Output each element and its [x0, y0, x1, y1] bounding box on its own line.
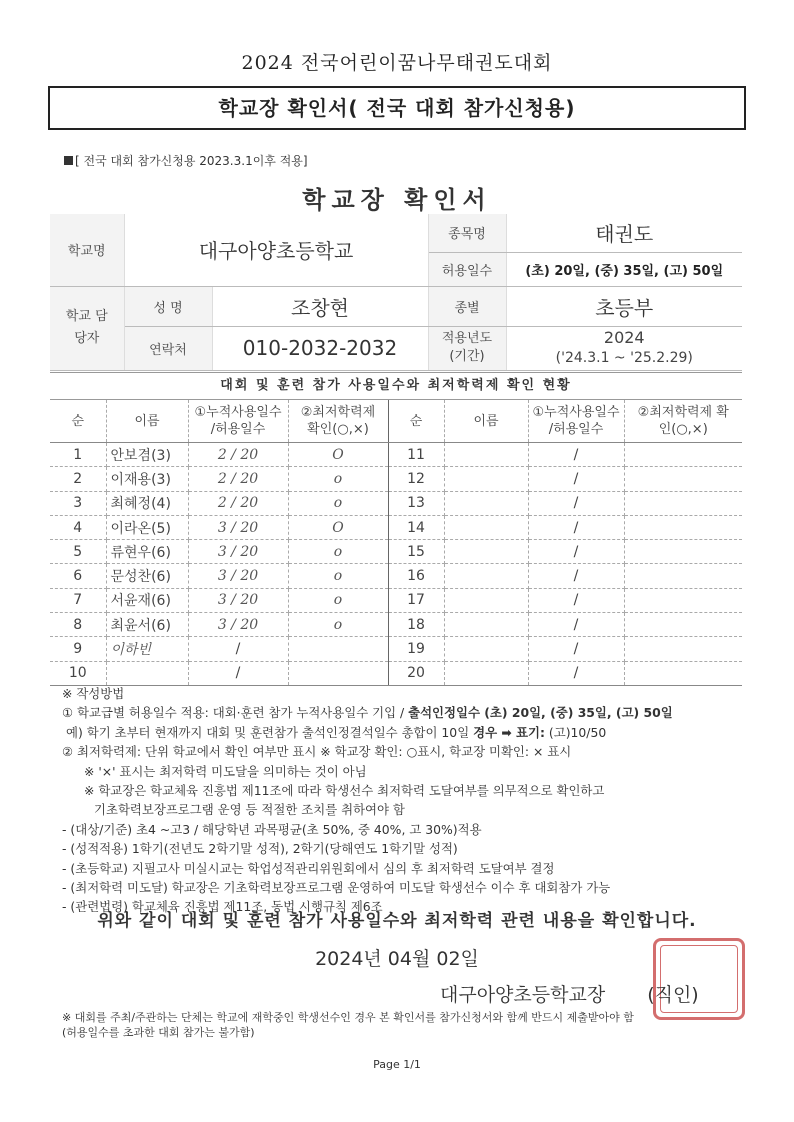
row-no: 10 [50, 661, 106, 685]
academic-check [624, 588, 742, 612]
student-name [444, 613, 528, 637]
method-line-9: - (초등학교) 지필고사 미실시교는 학업성적관리위원회에서 심의 후 최저학력 도달여부 결정 [62, 860, 555, 876]
allowed-label: 허용일수 [428, 252, 506, 286]
academic-check: o [288, 491, 388, 515]
academic-check [288, 661, 388, 685]
table-row [50, 515, 742, 539]
confirm-statement: 위와 같이 대회 및 훈련 참가 사용일수와 최저학력 관련 내용을 확인합니다. [97, 911, 697, 931]
method-line-1: ① 학교급별 허용일수 적용: 대회·훈련 참가 누적사용일수 기입 / 출석인정일수 (초) 20일, (중) 35일, (고) 50일 [62, 705, 673, 721]
student-name [106, 661, 188, 685]
row-no: 4 [50, 515, 106, 539]
days-value: / [528, 515, 624, 539]
event-title: 2024 전국어린이꿈나무태권도대회 [241, 52, 553, 74]
row-no: 2 [50, 467, 106, 491]
roster-table [50, 400, 742, 686]
method-line-4: ※ '×' 표시는 최저학력 미도달을 의미하는 것이 아님 [84, 763, 367, 779]
academic-check [624, 515, 742, 539]
col-name: 이름 [106, 400, 188, 443]
section-title: 대회 및 훈련 참가 사용일수와 최저학력제 확인 현황 [50, 372, 742, 400]
academic-check [624, 443, 742, 467]
student-name [444, 637, 528, 661]
principal-name: 대구아양초등학교장 (직인) [440, 984, 699, 1006]
days-value: 3 / 20 [188, 588, 288, 612]
row-no: 11 [388, 443, 444, 467]
days-value: 3 / 20 [188, 515, 288, 539]
academic-check: O [288, 515, 388, 539]
form-banner: 학교장 확인서( 전국 대회 참가신청용) [48, 86, 746, 130]
row-no: 19 [388, 637, 444, 661]
student-name [444, 661, 528, 685]
allowed-value: (초) 20일, (중) 35일, (고) 50일 [506, 252, 742, 286]
academic-check: O [288, 443, 388, 467]
method-line-10: - (최저학력 미도달) 학교장은 기초학력보장프로그램 운영하여 미도달 학생선수 이수 후 대회참가 가능 [62, 880, 611, 896]
academic-check [624, 467, 742, 491]
academic-check [624, 564, 742, 588]
student-name: 문성찬(6) [106, 564, 188, 588]
apply-note [64, 152, 308, 169]
student-name: 류현우(6) [106, 540, 188, 564]
days-value: / [188, 637, 288, 661]
row-no: 14 [388, 515, 444, 539]
table-row [50, 588, 742, 612]
student-name [444, 588, 528, 612]
method-line-2: 예) 학기 초부터 현재까지 대회 및 훈련참가 출석인정결석일수 총합이 10일 경우 ➡ 표기: (고)10/50 [66, 724, 607, 740]
row-no: 3 [50, 491, 106, 515]
academic-check: o [288, 588, 388, 612]
academic-check: o [288, 540, 388, 564]
student-name [444, 564, 528, 588]
days-value: / [528, 467, 624, 491]
days-value: / [528, 637, 624, 661]
method-line-11: - (관련법령) 학교체육 진흥법 제11조, 동법 시행규칙 제6조 [62, 899, 383, 915]
apply-note-text: [ 전국 대회 참가신청용 2023.3.1이후 적용] [75, 154, 308, 168]
student-name: 서윤재(6) [106, 588, 188, 612]
row-no: 20 [388, 661, 444, 685]
days-value: / [528, 661, 624, 685]
days-value: 2 / 20 [188, 467, 288, 491]
student-name: 최혜정(4) [106, 491, 188, 515]
academic-check [624, 540, 742, 564]
days-value: / [528, 540, 624, 564]
col-days-2: ①누적사용일수 /허용일수 [528, 400, 624, 443]
method-title: ※ 작성방법 [62, 686, 125, 701]
school-label: 학교명 [50, 214, 124, 286]
school-value: 대구아양초등학교 [124, 214, 428, 286]
table-row [50, 613, 742, 637]
footnote-line-1: ※ 대회를 주최/주관하는 단체는 학교에 재학중인 학생선수인 경우 본 확인서를 참가신청서와 함께 반드시 제출받아야 함 [62, 1011, 634, 1024]
category-value: 초등부 [506, 286, 742, 326]
row-no: 7 [50, 588, 106, 612]
table-row [50, 564, 742, 588]
col-days: ①누적사용일수 /허용일수 [188, 400, 288, 443]
manager-label: 학교 담당자 [50, 286, 124, 370]
square-bullet-icon [64, 156, 73, 165]
student-name [444, 540, 528, 564]
table-row [50, 467, 742, 491]
footnote-line-2: (허용일수를 초과한 대회 참가는 불가함) [62, 1026, 255, 1039]
method-line-7: - (대상/기준) 초4 ~고3 / 해당학년 과목평균(초 50%, 중 40%, 고 30%)적용 [62, 821, 482, 837]
student-name: 이하빈 [106, 637, 188, 661]
academic-check [288, 637, 388, 661]
sport-label: 종목명 [428, 214, 506, 252]
col-no: 순 [50, 400, 106, 443]
contact-value: 010-2032-2032 [212, 326, 428, 370]
days-value: 3 / 20 [188, 540, 288, 564]
days-value: 2 / 20 [188, 443, 288, 467]
method-section [62, 684, 752, 917]
table-row [50, 637, 742, 661]
academic-check [624, 613, 742, 637]
student-name: 이라온(5) [106, 515, 188, 539]
days-value: / [528, 491, 624, 515]
seal-label: (직인) [647, 984, 699, 1006]
col-name-2: 이름 [444, 400, 528, 443]
days-value: / [188, 661, 288, 685]
sport-value: 태권도 [506, 214, 742, 252]
days-value: / [528, 613, 624, 637]
row-no: 12 [388, 467, 444, 491]
days-value: 2 / 20 [188, 491, 288, 515]
academic-check [624, 637, 742, 661]
method-line-8: - (성적적용) 1학기(전년도 2학기말 성적), 2학기(당해연도 1학기말 성적) [62, 841, 458, 857]
academic-check: o [288, 467, 388, 491]
academic-check [624, 491, 742, 515]
days-value: / [528, 564, 624, 588]
official-seal-icon [653, 938, 745, 1020]
info-table [50, 214, 742, 371]
row-no: 6 [50, 564, 106, 588]
days-value: 3 / 20 [188, 613, 288, 637]
col-no-2: 순 [388, 400, 444, 443]
days-value: 3 / 20 [188, 564, 288, 588]
footnote [62, 1010, 752, 1040]
student-name: 안보겸(3) [106, 443, 188, 467]
name-value: 조창현 [212, 286, 428, 326]
row-no: 17 [388, 588, 444, 612]
col-academic: ②최저학력제 확인(○,×) [288, 400, 388, 443]
student-name [444, 443, 528, 467]
academic-check [624, 661, 742, 685]
student-name [444, 467, 528, 491]
year-period: ('24.3.1 ~ '25.2.29) [555, 350, 693, 366]
academic-check: o [288, 564, 388, 588]
row-no: 18 [388, 613, 444, 637]
issue-date: 2024년 04월 02일 [315, 948, 479, 970]
table-row [50, 491, 742, 515]
method-line-5: ※ 학교장은 학교체육 진흥법 제11조에 따라 학생선수 최저학력 도달여부를 의무적으로 확인하고 [84, 783, 605, 799]
row-no: 1 [50, 443, 106, 467]
row-no: 15 [388, 540, 444, 564]
table-row [50, 540, 742, 564]
category-label: 종별 [428, 286, 506, 326]
student-name: 최윤서(6) [106, 613, 188, 637]
row-no: 8 [50, 613, 106, 637]
year-label: 적용년도 (기간) [428, 326, 506, 370]
name-label: 성 명 [124, 286, 212, 326]
days-value: / [528, 443, 624, 467]
student-name: 이재용(3) [106, 467, 188, 491]
row-no: 13 [388, 491, 444, 515]
method-line-6: 기초학력보장프로그램 운영 등 적절한 조치를 취하여야 함 [94, 802, 405, 818]
student-name [444, 491, 528, 515]
days-value: / [528, 588, 624, 612]
row-no: 5 [50, 540, 106, 564]
year-value: 2024 [603, 328, 645, 347]
page-number: Page 1/1 [373, 1058, 421, 1071]
col-academic-2: ②최저학력제 확인(○,×) [624, 400, 742, 443]
certificate-title: 학교장 확인서 [302, 186, 492, 214]
contact-label: 연락처 [124, 326, 212, 370]
table-row [50, 443, 742, 467]
student-name [444, 515, 528, 539]
row-no: 9 [50, 637, 106, 661]
academic-check: o [288, 613, 388, 637]
method-line-3: ② 최저학력제: 단위 학교에서 확인 여부만 표시 ※ 학교장 확인: ○표시, 학교장 미확인: × 표시 [62, 744, 572, 760]
row-no: 16 [388, 564, 444, 588]
table-row [50, 661, 742, 685]
